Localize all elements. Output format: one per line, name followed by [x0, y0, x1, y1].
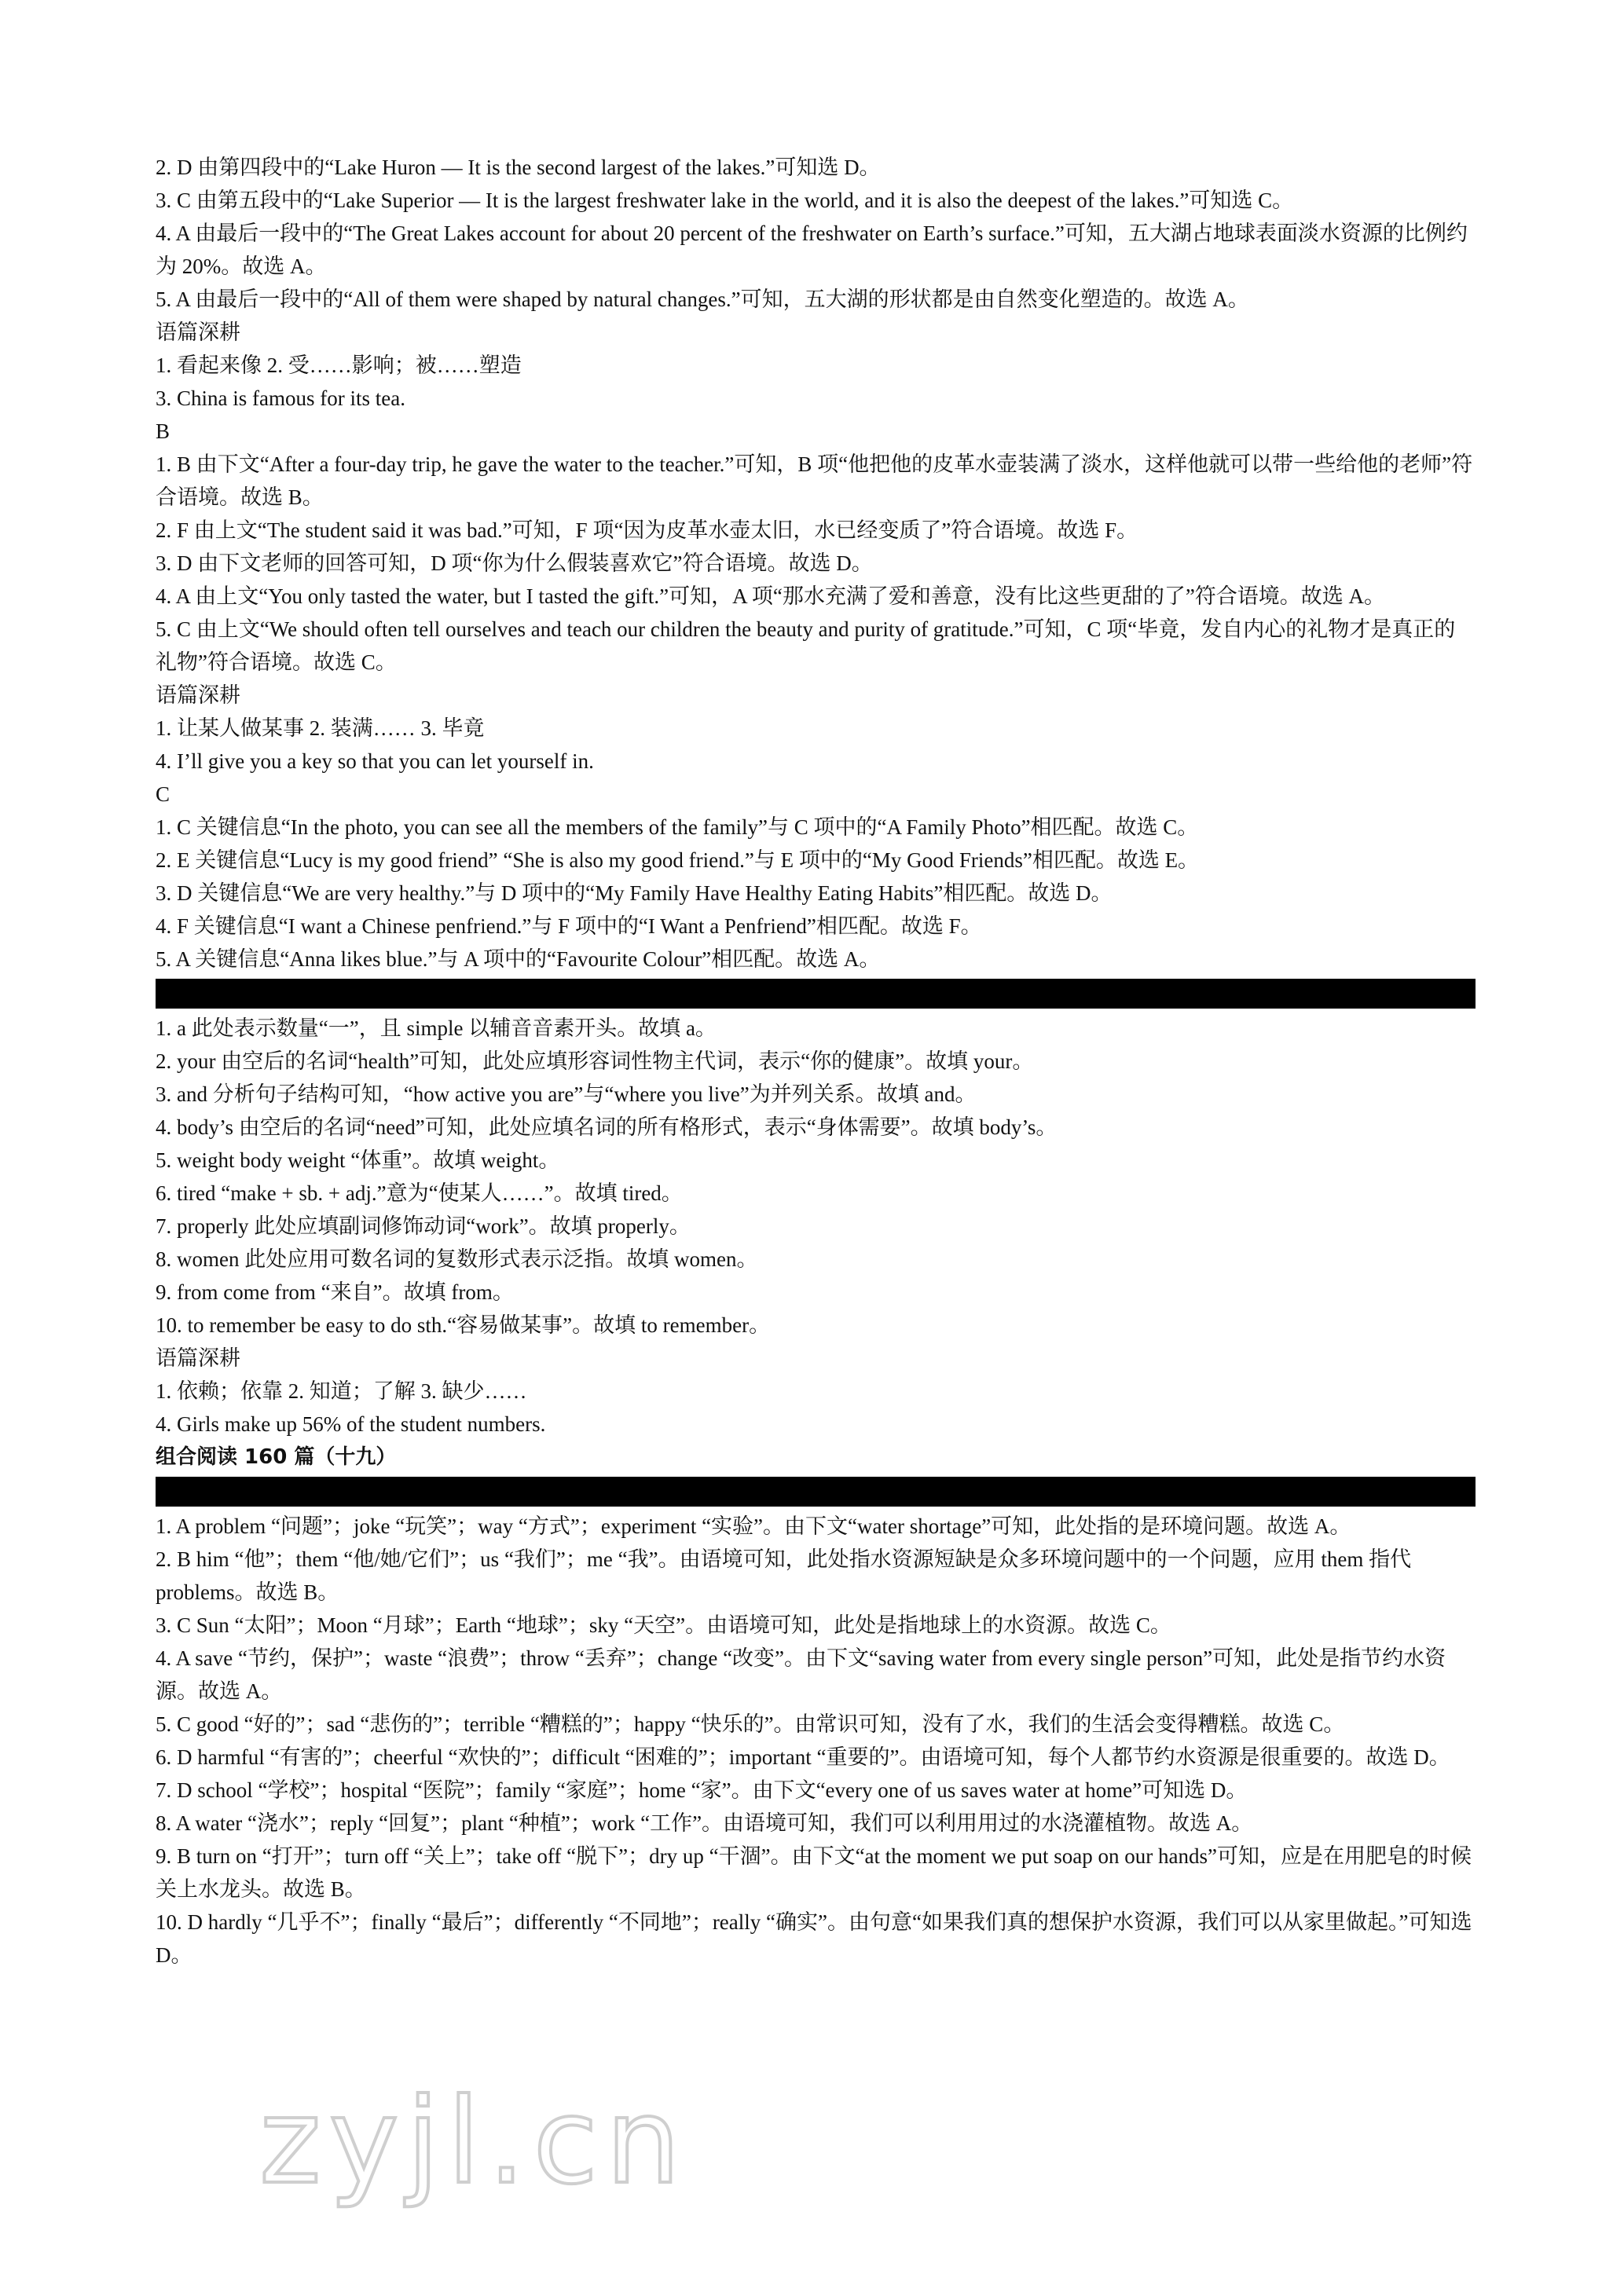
answer-a-2: 2. D 由第四段中的“Lake Huron — It is the second largest of the lakes.”可知选 D。 [156, 156, 881, 179]
answer-d-2: 2. your 由空后的名词“health”可知，此处应填形容词性物主代词，表示“你的健康”。故填 your。 [156, 1049, 1034, 1073]
answer-b-5: 5. C 由上文“We should often tell ourselves and teach our children the beauty and purity of gratitude.”可知，C 项“毕竟，发自内心的礼物才是真正的礼物”符合语境。故选 C。 [156, 617, 1456, 674]
answer-d-8: 8. women 此处应用可数名词的复数形式表示泛指。故填 women。 [156, 1247, 758, 1271]
label-b: B [156, 419, 170, 443]
answer-e-1: 1. A problem “问题”；joke “玩笑”；way “方式”；experiment “实验”。由下文“water shortage”可知，此处指的是环境问题。故选 A。 [156, 1514, 1351, 1538]
deep-a-1: 1. 看起来像 2. 受……影响；被……塑造 [156, 353, 522, 377]
answer-e-6: 6. D harmful “有害的”；cheerful “欢快的”；difficult “困难的”；important “重要的”。由语境可知，每个人都节约水资源是很重要的。故选 D。 [156, 1745, 1450, 1769]
answer-c-3: 3. D 关键信息“We are very healthy.”与 D 项中的“My Family Have Healthy Eating Habits”相匹配。故选 D。 [156, 881, 1113, 905]
redacted-bar-2 [156, 1477, 1476, 1507]
answer-d-5: 5. weight body weight “体重”。故填 weight。 [156, 1148, 560, 1172]
answer-e-5: 5. C good “好的”；sad “悲伤的”；terrible “糟糕的”；happy “快乐的”。由常识可知，没有了水，我们的生活会变得糟糕。故选 C。 [156, 1712, 1345, 1736]
deep-heading-d: 语篇深耕 [156, 1346, 240, 1370]
answer-e-7: 7. D school “学校”；hospital “医院”；family “家庭”；home “家”。由下文“every one of us saves water at home”可知选 D。 [156, 1778, 1248, 1802]
answer-e-10: 10. D hardly “几乎不”；finally “最后”；differently “不同地”；really “确实”。由句意“如果我们真的想保护水资源，我们可以从家里做起。”可知选 D。 [156, 1910, 1472, 1967]
answer-b-1: 1. B 由下文“After a four-day trip, he gave the water to the teacher.”可知，B 项“他把他的皮革水壶装满了淡水，这样他就可以带一些给他的老师”符合语境。故选 B。 [156, 452, 1473, 509]
answer-c-5: 5. A 关键信息“Anna likes blue.”与 A 项中的“Favourite Colour”相匹配。故选 A。 [156, 947, 881, 971]
answer-d-6: 6. tired “make + sb. + adj.”意为“使某人……”。故填 tired。 [156, 1181, 683, 1205]
answer-c-1: 1. C 关键信息“In the photo, you can see all the members of the family”与 C 项中的“A Family Photo”相匹配。故选 C。 [156, 815, 1199, 839]
answer-d-1: 1. a 此处表示数量“一”，且 simple 以辅音音素开头。故填 a。 [156, 1016, 717, 1040]
answer-a-5: 5. A 由最后一段中的“All of them were shaped by natural changes.”可知，五大湖的形状都是由自然变化塑造的。故选 A。 [156, 287, 1249, 311]
answer-e-8: 8. A water “浇水”；reply “回复”；plant “种植”；work “工作”。由语境可知，我们可以利用用过的水浇灌植物。故选 A。 [156, 1811, 1253, 1835]
answer-page [156, 151, 1476, 1972]
section-a-answers [156, 151, 1476, 316]
deep-b-1: 1. 让某人做某事 2. 装满…… 3. 毕竟 [156, 716, 485, 740]
section-b-answers [156, 448, 1476, 679]
section-d-answers [156, 1012, 1476, 1342]
answer-d-4: 4. body’s 由空后的名词“need”可知，此处应填名词的所有格形式，表示“身体需要”。故填 body’s。 [156, 1115, 1058, 1139]
section-c-answers [156, 811, 1476, 976]
answer-b-4: 4. A 由上文“You only tasted the water, but I tasted the gift.”可知，A 项“那水充满了爱和善意，没有比这些更甜的了”符合语境。故选 A。 [156, 584, 1386, 608]
answer-d-9: 9. from come from “来自”。故填 from。 [156, 1280, 514, 1304]
answer-a-3: 3. C 由第五段中的“Lake Superior — It is the largest freshwater lake in the world, and it is also the deepest of the lakes.”可知选 C。 [156, 189, 1294, 212]
answer-b-3: 3. D 由下文老师的回答可知，D 项“你为什么假装喜欢它”符合语境。故选 D。 [156, 551, 873, 575]
answer-d-10: 10. to remember be easy to do sth.“容易做某事”。故填 to remember。 [156, 1313, 771, 1337]
deep-d-1: 1. 依赖；依靠 2. 知道；了解 3. 缺少…… [156, 1379, 527, 1403]
deep-heading-a: 语篇深耕 [156, 320, 240, 344]
deep-a-2: 3. China is famous for its tea. [156, 386, 405, 410]
answer-b-2: 2. F 由上文“The student said it was bad.”可知，F 项“因为皮革水壶太旧，水已经变质了”符合语境。故选 F。 [156, 518, 1138, 542]
label-c: C [156, 782, 170, 806]
answer-d-7: 7. properly 此处应填副词修饰动词“work”。故填 properly。 [156, 1214, 691, 1238]
answer-d-3: 3. and 分析句子结构可知，“how active you are”与“where you live”为并列关系。故填 and。 [156, 1082, 977, 1106]
answer-a-4: 4. A 由最后一段中的“The Great Lakes account for about 20 percent of the freshwater on Earth’s surface.”可知，五大湖占地球表面淡水资源的比例约为 20%。故选 A。 [156, 222, 1468, 278]
section-e-answers [156, 1510, 1476, 1972]
answer-c-2: 2. E 关键信息“Lucy is my good friend” “She is also my good friend.”与 E 项中的“My Good Friends”相匹配。故选 E。 [156, 848, 1200, 872]
deep-b-2: 4. I’ll give you a key so that you can let yourself in. [156, 749, 594, 773]
deep-heading-b: 语篇深耕 [156, 683, 240, 707]
group-reading-heading: 组合阅读 160 篇（十九） [156, 1445, 397, 1469]
answer-e-9: 9. B turn on “打开”；turn off “关上”；take off “脱下”；dry up “干涸”。由下文“at the moment we put soap on our hands”可知，应是在用肥皂的时候关上水龙头。故选 B。 [156, 1844, 1472, 1901]
answer-e-2: 2. B him “他”；them “他/她/它们”；us “我们”；me “我”。由语境可知，此处指水资源短缺是众多环境问题中的一个问题，应用 them 指代 problems。故选 B。 [156, 1547, 1412, 1604]
answer-e-4: 4. A save “节约，保护”；waste “浪费”；throw “丢弃”；change “改变”。由下文“saving water from every single person”可知，此处是指节约水资源。故选 A。 [156, 1646, 1446, 1703]
deep-d-2: 4. Girls make up 56% of the student numbers. [156, 1412, 546, 1436]
watermark: zyjl.cn [259, 2074, 689, 2210]
answer-e-3: 3. C Sun “太阳”；Moon “月球”；Earth “地球”；sky “天空”。由语境可知，此处是指地球上的水资源。故选 C。 [156, 1613, 1171, 1637]
redacted-bar [156, 979, 1476, 1009]
answer-c-4: 4. F 关键信息“I want a Chinese penfriend.”与 F 项中的“I Want a Penfriend”相匹配。故选 F。 [156, 914, 982, 938]
